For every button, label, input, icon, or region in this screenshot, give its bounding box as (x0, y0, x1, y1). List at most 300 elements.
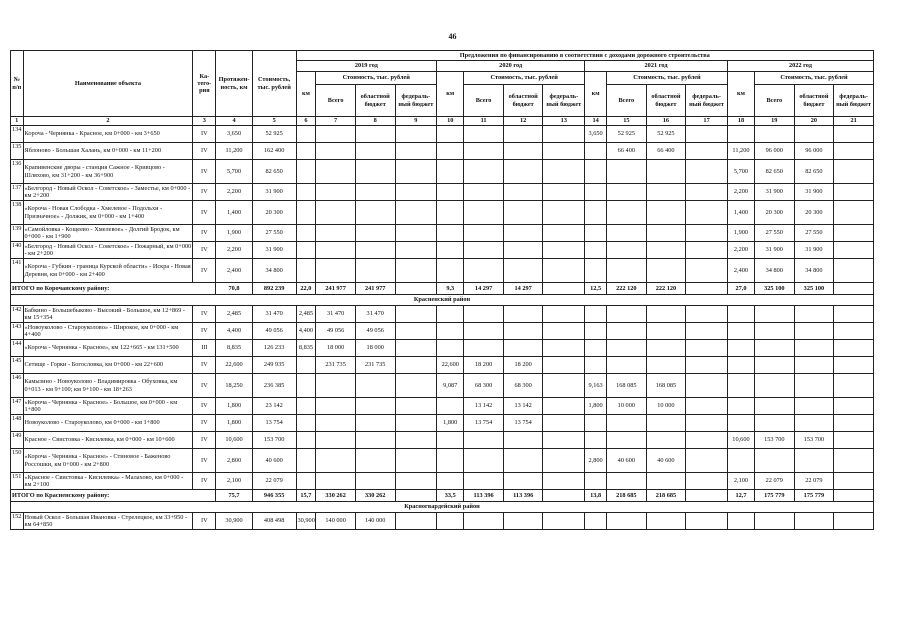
row-number: 138 (11, 201, 24, 225)
table-cell: 3,650 (216, 126, 252, 143)
table-cell (794, 126, 834, 143)
object-name: «Самойловка - Кощеево - Хмелевое» - Долгий Бродок, км 0+000 - км 1+900 (23, 225, 193, 242)
table-cell (296, 432, 316, 449)
table-cell (503, 449, 543, 473)
table-cell (755, 513, 795, 530)
table-row (11, 449, 874, 473)
table-cell: 31 470 (316, 306, 356, 323)
total-cell: 892 239 (252, 283, 296, 295)
table-cell (437, 449, 464, 473)
column-numbers-row (11, 117, 874, 126)
table-cell (646, 201, 686, 225)
row-number: 137 (11, 184, 24, 201)
total-cell: 175 779 (794, 490, 834, 502)
table-cell (727, 415, 754, 432)
table-cell: 52 925 (252, 126, 296, 143)
table-cell: 30,900 (296, 513, 316, 530)
table-cell (296, 242, 316, 259)
table-cell: 52 925 (646, 126, 686, 143)
table-cell (503, 473, 543, 490)
table-cell (543, 449, 585, 473)
table-cell (503, 225, 543, 242)
object-name: «Белгород - Новый Оскол - Советское» - Заместье, км 0+000 - км 2+200 (23, 184, 193, 201)
table-cell (585, 225, 607, 242)
table-cell (316, 184, 356, 201)
column-number: 21 (834, 117, 874, 126)
table-cell (607, 357, 647, 374)
header-km: км (296, 72, 316, 117)
table-cell (437, 143, 464, 160)
table-cell: 2,200 (216, 184, 252, 201)
table-cell (395, 242, 437, 259)
table-cell (686, 160, 728, 184)
table-cell (543, 415, 585, 432)
region-header-row (11, 502, 874, 513)
header-regional: областной бюджет (794, 85, 834, 117)
column-number: 11 (464, 117, 504, 126)
table-cell (437, 398, 464, 415)
table-cell: 1,400 (216, 201, 252, 225)
road-financing-table (10, 50, 874, 530)
row-number: 144 (11, 340, 24, 357)
table-cell (794, 323, 834, 340)
table-cell (503, 242, 543, 259)
table-cell (686, 374, 728, 398)
table-cell (296, 415, 316, 432)
column-number: 4 (216, 117, 252, 126)
table-cell (355, 415, 395, 432)
table-cell (296, 160, 316, 184)
table-cell (543, 143, 585, 160)
table-cell (755, 374, 795, 398)
table-cell (503, 513, 543, 530)
object-name: Новоуколово - Староуколово, км 0+000 - км 1+800 (23, 415, 193, 432)
header-km: км (727, 72, 754, 117)
table-cell (727, 340, 754, 357)
table-cell (296, 357, 316, 374)
table-cell: III (193, 340, 216, 357)
table-cell: 82 650 (252, 160, 296, 184)
table-cell: IV (193, 374, 216, 398)
total-cell: 218 685 (607, 490, 647, 502)
table-cell (437, 432, 464, 449)
table-cell: 22 079 (755, 473, 795, 490)
table-cell (646, 160, 686, 184)
table-cell (437, 242, 464, 259)
column-number: 3 (193, 117, 216, 126)
table-cell (316, 242, 356, 259)
table-cell (464, 225, 504, 242)
table-cell (543, 225, 585, 242)
table-cell: 34 800 (794, 259, 834, 283)
header-federal: федераль-ный бюджет (686, 85, 728, 117)
table-cell (607, 432, 647, 449)
table-cell (607, 473, 647, 490)
table-cell (464, 143, 504, 160)
header-total: Всего (607, 85, 647, 117)
row-number: 136 (11, 160, 24, 184)
table-cell (646, 242, 686, 259)
column-number: 18 (727, 117, 754, 126)
table-cell: 11,200 (727, 143, 754, 160)
table-cell: 96 000 (755, 143, 795, 160)
table-cell: 31 900 (252, 242, 296, 259)
total-cell: 22,0 (296, 283, 316, 295)
table-cell: 2,100 (727, 473, 754, 490)
table-cell (464, 473, 504, 490)
header-regional: областной бюджет (503, 85, 543, 117)
table-cell: 9,087 (437, 374, 464, 398)
table-cell (296, 374, 316, 398)
table-cell (437, 160, 464, 184)
row-number: 142 (11, 306, 24, 323)
total-cell (834, 283, 874, 295)
table-cell (503, 432, 543, 449)
table-cell: 18 000 (355, 340, 395, 357)
table-cell: 31 900 (755, 242, 795, 259)
table-cell (834, 449, 874, 473)
table-cell: IV (193, 259, 216, 283)
table-cell: 2,200 (727, 184, 754, 201)
column-number: 1 (11, 117, 24, 126)
table-cell (585, 323, 607, 340)
table-cell (395, 340, 437, 357)
object-name: «Короча - Губкин - граница Курской области» - Искра - Новая Деревня, км 0+000 - км 2+400 (23, 259, 193, 283)
table-cell (503, 340, 543, 357)
total-cell: 113 396 (503, 490, 543, 502)
total-cell: 75,7 (216, 490, 252, 502)
table-cell (543, 259, 585, 283)
table-cell: IV (193, 201, 216, 225)
table-row (11, 259, 874, 283)
table-cell (834, 357, 874, 374)
table-cell (794, 340, 834, 357)
table-cell: 10 000 (646, 398, 686, 415)
table-cell: 3,650 (585, 126, 607, 143)
table-cell (755, 126, 795, 143)
table-cell (686, 306, 728, 323)
table-cell (464, 306, 504, 323)
table-cell: 20 300 (755, 201, 795, 225)
table-cell: 34 800 (252, 259, 296, 283)
table-cell (543, 340, 585, 357)
column-number: 5 (252, 117, 296, 126)
table-cell (686, 513, 728, 530)
table-cell (607, 184, 647, 201)
table-cell: 82 650 (794, 160, 834, 184)
row-number: 150 (11, 449, 24, 473)
column-number: 7 (316, 117, 356, 126)
table-cell (755, 357, 795, 374)
table-body (11, 126, 874, 530)
table-cell (543, 160, 585, 184)
table-cell (316, 259, 356, 283)
table-cell: 153 700 (252, 432, 296, 449)
table-cell (316, 225, 356, 242)
table-cell (585, 415, 607, 432)
table-row (11, 432, 874, 449)
column-number: 2 (23, 117, 193, 126)
table-cell: 22,600 (437, 357, 464, 374)
table-cell: 249 935 (252, 357, 296, 374)
row-number: 135 (11, 143, 24, 160)
table-cell (316, 143, 356, 160)
table-cell (437, 126, 464, 143)
row-number: 152 (11, 513, 24, 530)
table-cell: 2,200 (727, 242, 754, 259)
table-cell (686, 201, 728, 225)
row-number: 140 (11, 242, 24, 259)
table-cell (395, 449, 437, 473)
table-cell (355, 160, 395, 184)
header-cost-group: Стоимость, тыс. рублей (607, 72, 728, 85)
table-cell (585, 242, 607, 259)
table-cell: 140 000 (316, 513, 356, 530)
table-cell (437, 259, 464, 283)
header-num: № п/п (11, 51, 24, 117)
object-name: Крапивенские дворы - станция Сажное - Кривцово - Шляхово, км 31+200 - км 36+900 (23, 160, 193, 184)
table-cell (755, 323, 795, 340)
header-cost-group: Стоимость, тыс. рублей (316, 72, 437, 85)
table-cell (607, 323, 647, 340)
row-number: 134 (11, 126, 24, 143)
table-cell: 40 600 (646, 449, 686, 473)
table-cell (794, 357, 834, 374)
table-cell (437, 184, 464, 201)
table-cell: 13 754 (464, 415, 504, 432)
table-cell (543, 184, 585, 201)
table-cell: 31 900 (252, 184, 296, 201)
table-cell: 18 200 (503, 357, 543, 374)
table-cell: 31 900 (794, 184, 834, 201)
table-cell: 18,250 (216, 374, 252, 398)
table-cell (395, 126, 437, 143)
table-cell (755, 398, 795, 415)
header-total: Всего (316, 85, 356, 117)
column-number: 14 (585, 117, 607, 126)
table-cell: 13 754 (503, 415, 543, 432)
table-cell (727, 398, 754, 415)
region-name: Красногвардейский район (11, 502, 874, 513)
total-cell (834, 490, 874, 502)
table-cell (686, 449, 728, 473)
object-name: Сетище - Горки - Богословка, км 0+000 - км 22+600 (23, 357, 193, 374)
table-cell: 5,700 (216, 160, 252, 184)
table-cell (296, 143, 316, 160)
header-km: км (585, 72, 607, 117)
table-cell (755, 340, 795, 357)
table-cell (794, 513, 834, 530)
total-cell: 330 262 (316, 490, 356, 502)
table-cell (296, 225, 316, 242)
table-cell: 31 900 (755, 184, 795, 201)
object-name: Бабкино - Большебыково - Высокий - Большое, км 12+869 - км 15+354 (23, 306, 193, 323)
row-number: 139 (11, 225, 24, 242)
table-cell (437, 340, 464, 357)
table-cell: 1,900 (727, 225, 754, 242)
table-cell (464, 201, 504, 225)
table-cell (503, 323, 543, 340)
table-cell: 1,800 (216, 415, 252, 432)
table-cell (834, 415, 874, 432)
table-cell: 5,700 (727, 160, 754, 184)
table-cell (316, 398, 356, 415)
total-cell: 222 120 (646, 283, 686, 295)
table-cell (686, 126, 728, 143)
table-cell (316, 160, 356, 184)
object-name: «Белгород - Новый Оскол - Советское» - Пожарный, км 0+000 - км 2+200 (24, 242, 192, 257)
table-cell: 49 056 (316, 323, 356, 340)
total-cell: 27,0 (727, 283, 754, 295)
header-cost: Стоимость, тыс. рублей (252, 51, 296, 117)
table-cell (437, 201, 464, 225)
object-name: «Новоуколово - Староуколово» - Широкое, км 0+000 - км 4+400 (23, 323, 193, 340)
table-cell (646, 415, 686, 432)
table-cell (395, 184, 437, 201)
table-cell (607, 242, 647, 259)
header-length: Протяжен-ность, км (216, 51, 252, 117)
table-cell: 31 470 (252, 306, 296, 323)
row-number: 151 (11, 473, 24, 490)
table-cell: 27 550 (755, 225, 795, 242)
table-cell (585, 259, 607, 283)
table-cell (316, 449, 356, 473)
district-total-row (11, 283, 874, 295)
table-row (11, 126, 874, 143)
table-row (11, 201, 874, 225)
table-cell (395, 225, 437, 242)
table-cell (727, 323, 754, 340)
table-cell (543, 126, 585, 143)
table-cell (794, 449, 834, 473)
table-cell (585, 201, 607, 225)
table-cell (585, 432, 607, 449)
table-cell (543, 513, 585, 530)
table-cell (686, 323, 728, 340)
table-cell (395, 473, 437, 490)
table-row (11, 357, 874, 374)
region-header-row (11, 295, 874, 306)
page-number: 46 (448, 32, 457, 41)
object-name: «Короча - Чернянка - Красное» - Большое, км 0+000 - км 1+800 (23, 398, 193, 415)
table-cell (585, 143, 607, 160)
object-name: Новый Оскол - Большая Ивановка - Стрелецкое, км 33+950 - км 64+850 (23, 513, 193, 530)
row-number: 146 (11, 374, 24, 398)
table-row (11, 143, 874, 160)
table-cell (834, 126, 874, 143)
table-cell (607, 306, 647, 323)
header-regional: областной бюджет (355, 85, 395, 117)
total-cell: 325 100 (794, 283, 834, 295)
table-cell (686, 432, 728, 449)
table-cell: IV (193, 513, 216, 530)
table-cell (607, 340, 647, 357)
table-cell (834, 398, 874, 415)
table-cell (395, 513, 437, 530)
header-category: Ка-тего-рия (193, 51, 216, 117)
table-cell: 8,835 (216, 340, 252, 357)
total-cell: 12,5 (585, 283, 607, 295)
header-federal: федераль-ный бюджет (834, 85, 874, 117)
table-cell (464, 126, 504, 143)
table-cell: 22 079 (794, 473, 834, 490)
table-cell (355, 374, 395, 398)
table-cell: 2,400 (216, 259, 252, 283)
table-cell (585, 184, 607, 201)
object-name: «Короча - Чернянка - Красное» - Стиновое - Баженово Россошки, км 0+000 - км 2+800 (23, 449, 193, 473)
table-cell: 231 735 (355, 357, 395, 374)
total-cell: 241 977 (316, 283, 356, 295)
table-cell: 8,835 (296, 340, 316, 357)
table-cell: 2,200 (216, 242, 252, 259)
row-number: 143 (11, 323, 24, 340)
header-federal: федераль-ный бюджет (395, 85, 437, 117)
table-row (11, 225, 874, 242)
total-cell (543, 490, 585, 502)
table-cell (834, 306, 874, 323)
table-cell (646, 184, 686, 201)
table-cell (646, 259, 686, 283)
table-cell (355, 143, 395, 160)
table-cell (355, 225, 395, 242)
table-cell: IV (193, 225, 216, 242)
total-cell: 222 120 (607, 283, 647, 295)
table-cell (585, 473, 607, 490)
row-number: 148 (11, 415, 24, 432)
column-number: 13 (543, 117, 585, 126)
table-cell: 30,900 (216, 513, 252, 530)
table-cell (355, 201, 395, 225)
header-name: Наименование объекта (23, 51, 193, 117)
table-cell: 1,800 (437, 415, 464, 432)
table-cell (355, 449, 395, 473)
table-row (11, 340, 874, 357)
total-cell: 12,7 (727, 490, 754, 502)
table-cell: IV (193, 432, 216, 449)
table-cell (395, 374, 437, 398)
table-cell (395, 259, 437, 283)
header-total: Всего (755, 85, 795, 117)
table-cell: IV (193, 160, 216, 184)
total-cell: 13,8 (585, 490, 607, 502)
table-cell (585, 306, 607, 323)
table-cell: 13 142 (464, 398, 504, 415)
table-cell: 10 000 (607, 398, 647, 415)
table-cell: 20 300 (794, 201, 834, 225)
table-cell (543, 242, 585, 259)
total-cell (543, 283, 585, 295)
table-cell (794, 306, 834, 323)
table-cell (464, 242, 504, 259)
table-cell (395, 160, 437, 184)
object-name: «Короча - Чернянка - Красное», км 122+665 - км 131+500 (23, 340, 193, 357)
table-cell (794, 374, 834, 398)
table-cell (686, 340, 728, 357)
table-cell (316, 473, 356, 490)
table-cell (464, 449, 504, 473)
table-cell: IV (193, 126, 216, 143)
table-cell (296, 398, 316, 415)
table-cell (543, 201, 585, 225)
table-cell (395, 201, 437, 225)
table-cell (355, 259, 395, 283)
column-number: 12 (503, 117, 543, 126)
header-total: Всего (464, 85, 504, 117)
column-number: 16 (646, 117, 686, 126)
table-cell (316, 415, 356, 432)
column-number: 19 (755, 117, 795, 126)
table-cell (395, 306, 437, 323)
